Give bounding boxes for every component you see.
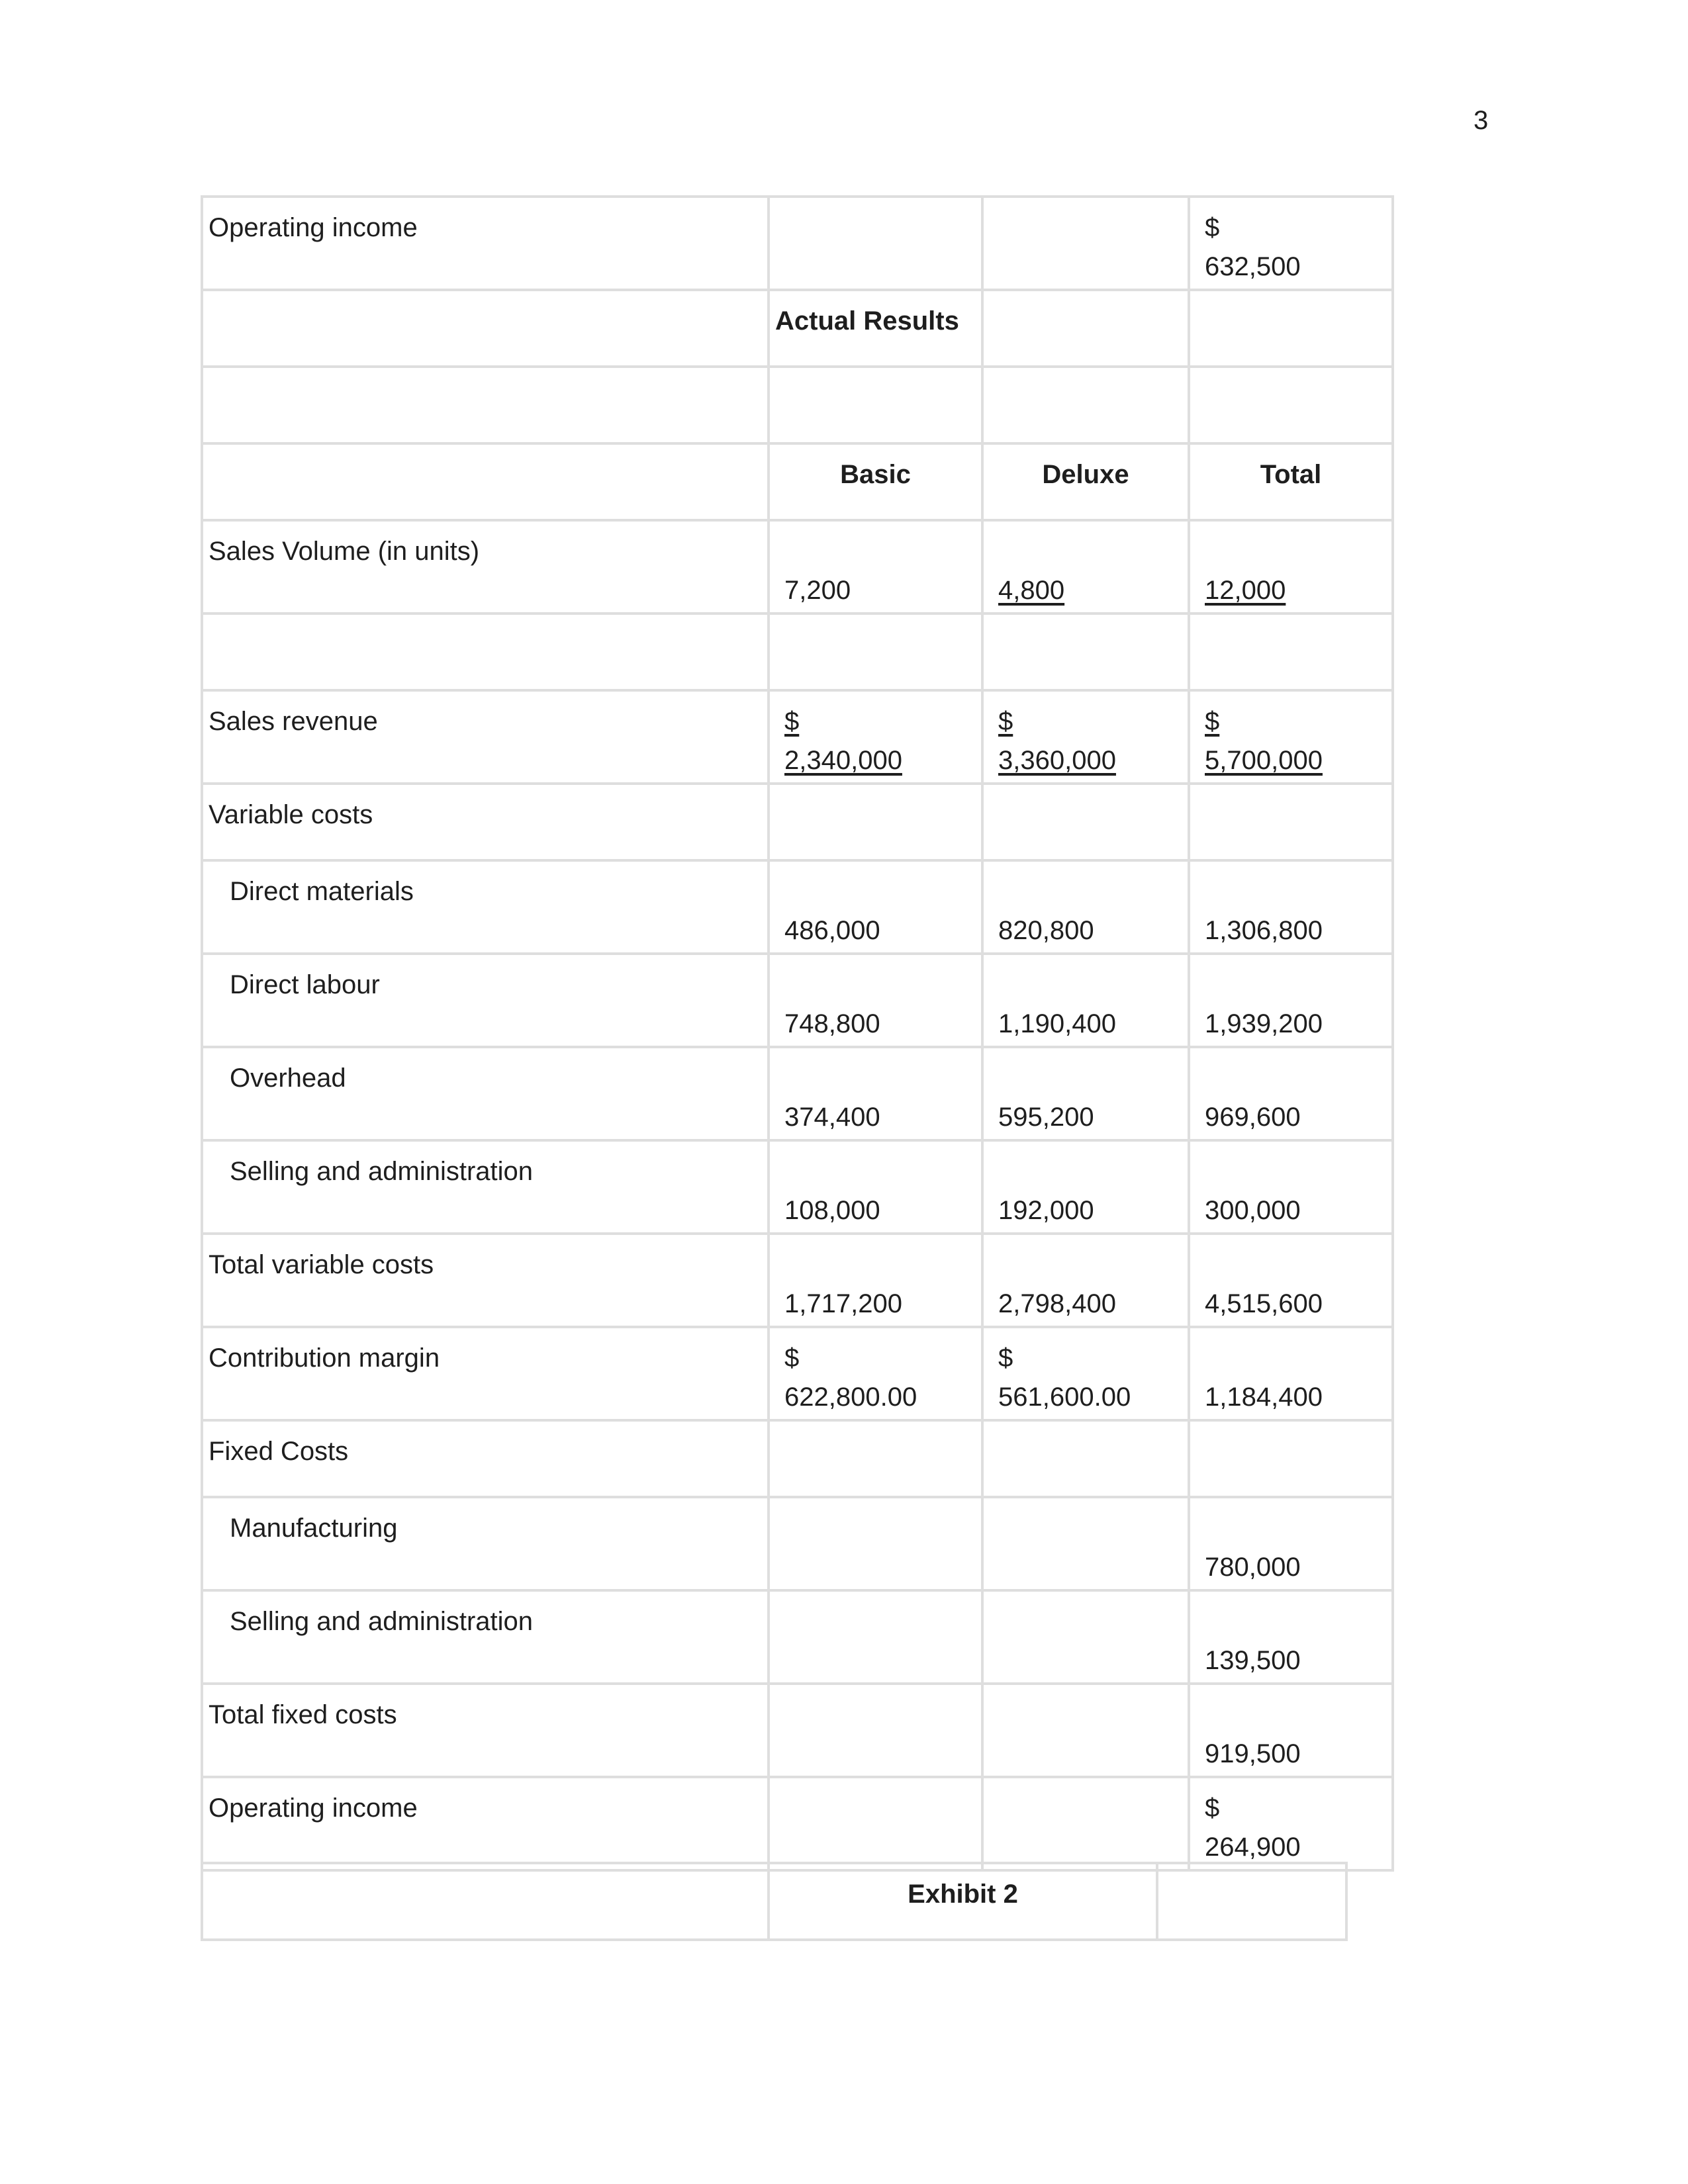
value-cell: [982, 1140, 1189, 1234]
value: 1,939,200: [1205, 1009, 1323, 1038]
table-row: [202, 443, 1393, 520]
currency-symbol: [784, 796, 981, 835]
value-cell: [769, 954, 982, 1047]
row-label: Sales Volume (in units): [209, 537, 480, 566]
value-cell: [982, 1327, 1189, 1420]
empty-cell: [982, 290, 1189, 367]
column-header: [1189, 443, 1393, 520]
currency-symbol: [784, 625, 981, 664]
value-cell: [769, 1327, 982, 1420]
value: 264,900: [1205, 1833, 1301, 1862]
currency-symbol: [998, 1602, 1188, 1641]
currency-symbol: $: [1205, 1794, 1220, 1823]
currency-symbol: [1205, 1696, 1391, 1735]
currency-symbol: [998, 1059, 1188, 1098]
value: 4,800: [998, 576, 1065, 605]
empty-cell: [1189, 290, 1393, 367]
row-label-cell: [202, 520, 769, 614]
value: 919,500: [1205, 1739, 1301, 1768]
currency-symbol: [998, 796, 1188, 835]
value-cell: [982, 1420, 1189, 1497]
column-header-label: Basic: [840, 460, 911, 489]
row-label-cell: [202, 1684, 769, 1777]
row-label: Operating income: [209, 1794, 418, 1823]
currency-symbol: [784, 379, 981, 418]
value-cell: [982, 1234, 1189, 1327]
value-cell: [982, 1497, 1189, 1590]
value: 1,306,800: [1205, 916, 1323, 945]
row-label: Selling and administration: [230, 1157, 534, 1186]
value-cell: [982, 1777, 1189, 1870]
table-row: [202, 1420, 1393, 1497]
value-cell: [1189, 1140, 1393, 1234]
currency-symbol: [998, 1432, 1188, 1471]
table-row: [202, 197, 1393, 290]
page-number: 3: [1474, 106, 1489, 135]
table-row: [202, 1234, 1393, 1327]
value-cell: [1189, 1777, 1393, 1870]
value: 139,500: [1205, 1646, 1301, 1675]
currency-symbol: [1205, 1432, 1391, 1471]
value-cell: [1189, 367, 1393, 443]
currency-symbol: [1205, 1339, 1391, 1378]
value: 632,500: [1205, 252, 1301, 281]
row-label-cell: [202, 1420, 769, 1497]
table-row: [202, 367, 1393, 443]
currency-symbol: [1205, 1509, 1391, 1548]
currency-symbol: $: [1205, 707, 1220, 736]
currency-symbol: [1205, 796, 1391, 835]
row-label-cell: [202, 1590, 769, 1684]
value-cell: [769, 1047, 982, 1140]
currency-symbol: [784, 1432, 981, 1471]
value: 12,000: [1205, 576, 1286, 605]
currency-symbol: [1205, 966, 1391, 1005]
row-label-cell: [202, 1777, 769, 1870]
value-cell: [1189, 1234, 1393, 1327]
value: 561,600.00: [998, 1383, 1131, 1412]
currency-symbol: [1205, 872, 1391, 911]
value-cell: [1189, 1327, 1393, 1420]
column-header-label: Total: [1260, 460, 1322, 489]
table-row: [202, 1684, 1393, 1777]
table-row: [202, 1327, 1393, 1420]
currency-symbol: [1205, 379, 1391, 418]
value-cell: [982, 197, 1189, 290]
row-label: [203, 455, 767, 494]
table-row: [202, 290, 1393, 367]
currency-symbol: [998, 1152, 1188, 1191]
value-cell: [982, 860, 1189, 954]
value-cell: [769, 614, 982, 690]
value: 374,400: [784, 1103, 880, 1132]
value-cell: [1189, 614, 1393, 690]
currency-symbol: [1205, 1246, 1391, 1285]
value-cell: [1189, 690, 1393, 784]
currency-symbol: [784, 1059, 981, 1098]
table-row: [202, 690, 1393, 784]
value-cell: [1189, 1684, 1393, 1777]
row-label-cell: [202, 367, 769, 443]
row-label: Overhead: [230, 1064, 346, 1093]
currency-symbol: $: [1205, 213, 1220, 242]
currency-symbol: [998, 625, 1188, 664]
value: 969,600: [1205, 1103, 1301, 1132]
value-cell: [769, 1777, 982, 1870]
currency-symbol: [784, 208, 981, 248]
currency-symbol: [784, 872, 981, 911]
currency-symbol: [784, 1696, 981, 1735]
currency-symbol: [1205, 1152, 1391, 1191]
row-label: Direct materials: [230, 877, 414, 906]
column-header: [982, 443, 1189, 520]
currency-symbol: [784, 1246, 981, 1285]
value-cell: [769, 860, 982, 954]
currency-symbol: [998, 208, 1188, 248]
value-cell: [982, 1047, 1189, 1140]
empty-cell: [1157, 1863, 1346, 1940]
row-label-cell: [202, 1497, 769, 1590]
value: [784, 1641, 981, 1680]
row-label-cell: [202, 860, 769, 954]
currency-symbol: $: [998, 1343, 1013, 1373]
row-label-cell: [202, 690, 769, 784]
value: [998, 1548, 1188, 1587]
value-cell: [769, 1234, 982, 1327]
value: 748,800: [784, 1009, 880, 1038]
row-label-cell: [202, 443, 769, 520]
currency-symbol: [784, 532, 981, 571]
table-row: [202, 1777, 1393, 1870]
value: 820,800: [998, 916, 1094, 945]
table-row: [202, 1497, 1393, 1590]
value: 192,000: [998, 1196, 1094, 1225]
value-cell: [982, 784, 1189, 860]
currency-symbol: [998, 1246, 1188, 1285]
value: [998, 1735, 1188, 1774]
value-cell: [1189, 1420, 1393, 1497]
row-label: Selling and administration: [230, 1607, 534, 1636]
value: [784, 1735, 981, 1774]
row-label: Total variable costs: [209, 1250, 434, 1279]
table-row: [202, 784, 1393, 860]
value-cell: [1189, 784, 1393, 860]
currency-symbol: [1205, 532, 1391, 571]
value-cell: [1189, 954, 1393, 1047]
row-label-cell: [202, 1327, 769, 1420]
table-row: [202, 1047, 1393, 1140]
value-cell: [769, 367, 982, 443]
value-cell: [1189, 860, 1393, 954]
row-label: [203, 379, 767, 418]
value-cell: [982, 367, 1189, 443]
value-cell: [769, 1684, 982, 1777]
income-statement-table: [201, 195, 1394, 1872]
currency-symbol: $: [784, 1343, 800, 1373]
value: 5,700,000: [1205, 746, 1323, 775]
value: 2,798,400: [998, 1289, 1116, 1318]
value-cell: [769, 1420, 982, 1497]
value-cell: [769, 1497, 982, 1590]
table-row: [202, 1140, 1393, 1234]
row-label: Manufacturing: [230, 1514, 398, 1543]
row-label: Variable costs: [209, 800, 373, 829]
table-row: [202, 1590, 1393, 1684]
value: 108,000: [784, 1196, 880, 1225]
row-label-cell: [202, 290, 769, 367]
value-cell: [982, 954, 1189, 1047]
value-cell: [1189, 520, 1393, 614]
value: 486,000: [784, 916, 880, 945]
value-cell: [982, 1684, 1189, 1777]
exhibit-row: [202, 1863, 1346, 1940]
exhibit-table: [201, 1862, 1348, 1941]
currency-symbol: [784, 1789, 981, 1828]
currency-symbol: [784, 1509, 981, 1548]
value: [998, 1641, 1188, 1680]
row-label-cell: [202, 1234, 769, 1327]
row-label-cell: [202, 954, 769, 1047]
column-header: [769, 443, 982, 520]
currency-symbol: [998, 1509, 1188, 1548]
value-cell: [982, 614, 1189, 690]
row-label: Total fixed costs: [209, 1700, 397, 1729]
value-cell: [769, 690, 982, 784]
row-label-cell: [202, 1047, 769, 1140]
value: [784, 1548, 981, 1587]
row-label: Fixed Costs: [209, 1437, 349, 1466]
empty-cell: [202, 1863, 769, 1940]
value-cell: [769, 1140, 982, 1234]
exhibit-title: Exhibit 2: [769, 1863, 1157, 1940]
row-label-cell: [202, 784, 769, 860]
value: [784, 248, 981, 287]
currency-symbol: [998, 532, 1188, 571]
value: [998, 248, 1188, 287]
currency-symbol: [1205, 625, 1391, 664]
value-cell: [982, 520, 1189, 614]
row-label: [203, 625, 767, 664]
section-header: Actual Results: [775, 306, 959, 336]
value-cell: [1189, 1047, 1393, 1140]
currency-symbol: $: [998, 707, 1013, 736]
value: 1,717,200: [784, 1289, 902, 1318]
value: 595,200: [998, 1103, 1094, 1132]
currency-symbol: [784, 1152, 981, 1191]
value: 780,000: [1205, 1553, 1301, 1582]
value-cell: [1189, 197, 1393, 290]
table-row: [202, 614, 1393, 690]
value-cell: [769, 520, 982, 614]
table-row: [202, 860, 1393, 954]
section-header-cell: [769, 290, 982, 367]
value-cell: [982, 1590, 1189, 1684]
value: 622,800.00: [784, 1383, 917, 1412]
value: 7,200: [784, 576, 851, 605]
currency-symbol: [998, 379, 1188, 418]
column-header-label: Deluxe: [1042, 460, 1129, 489]
row-label-cell: [202, 1140, 769, 1234]
currency-symbol: [998, 872, 1188, 911]
currency-symbol: [998, 966, 1188, 1005]
row-label: Direct labour: [230, 970, 380, 999]
row-label: Operating income: [209, 213, 418, 242]
value: 1,184,400: [1205, 1383, 1323, 1412]
row-label-cell: [202, 614, 769, 690]
value-cell: [769, 1590, 982, 1684]
currency-symbol: [1205, 1059, 1391, 1098]
currency-symbol: [998, 1696, 1188, 1735]
table-row: [202, 954, 1393, 1047]
value-cell: [982, 690, 1189, 784]
value-cell: [1189, 1590, 1393, 1684]
value-cell: [769, 197, 982, 290]
value: 1,190,400: [998, 1009, 1116, 1038]
value: 3,360,000: [998, 746, 1116, 775]
value-cell: [1189, 1497, 1393, 1590]
currency-symbol: [784, 966, 981, 1005]
row-label: [203, 302, 767, 341]
currency-symbol: [784, 1602, 981, 1641]
currency-symbol: [998, 1789, 1188, 1828]
currency-symbol: $: [784, 707, 800, 736]
value-cell: [769, 784, 982, 860]
row-label: Contribution margin: [209, 1343, 440, 1373]
row-label: Sales revenue: [209, 707, 378, 736]
currency-symbol: [1205, 1602, 1391, 1641]
value: 300,000: [1205, 1196, 1301, 1225]
table-row: [202, 520, 1393, 614]
value: 4,515,600: [1205, 1289, 1323, 1318]
value: 2,340,000: [784, 746, 902, 775]
row-label-cell: [202, 197, 769, 290]
